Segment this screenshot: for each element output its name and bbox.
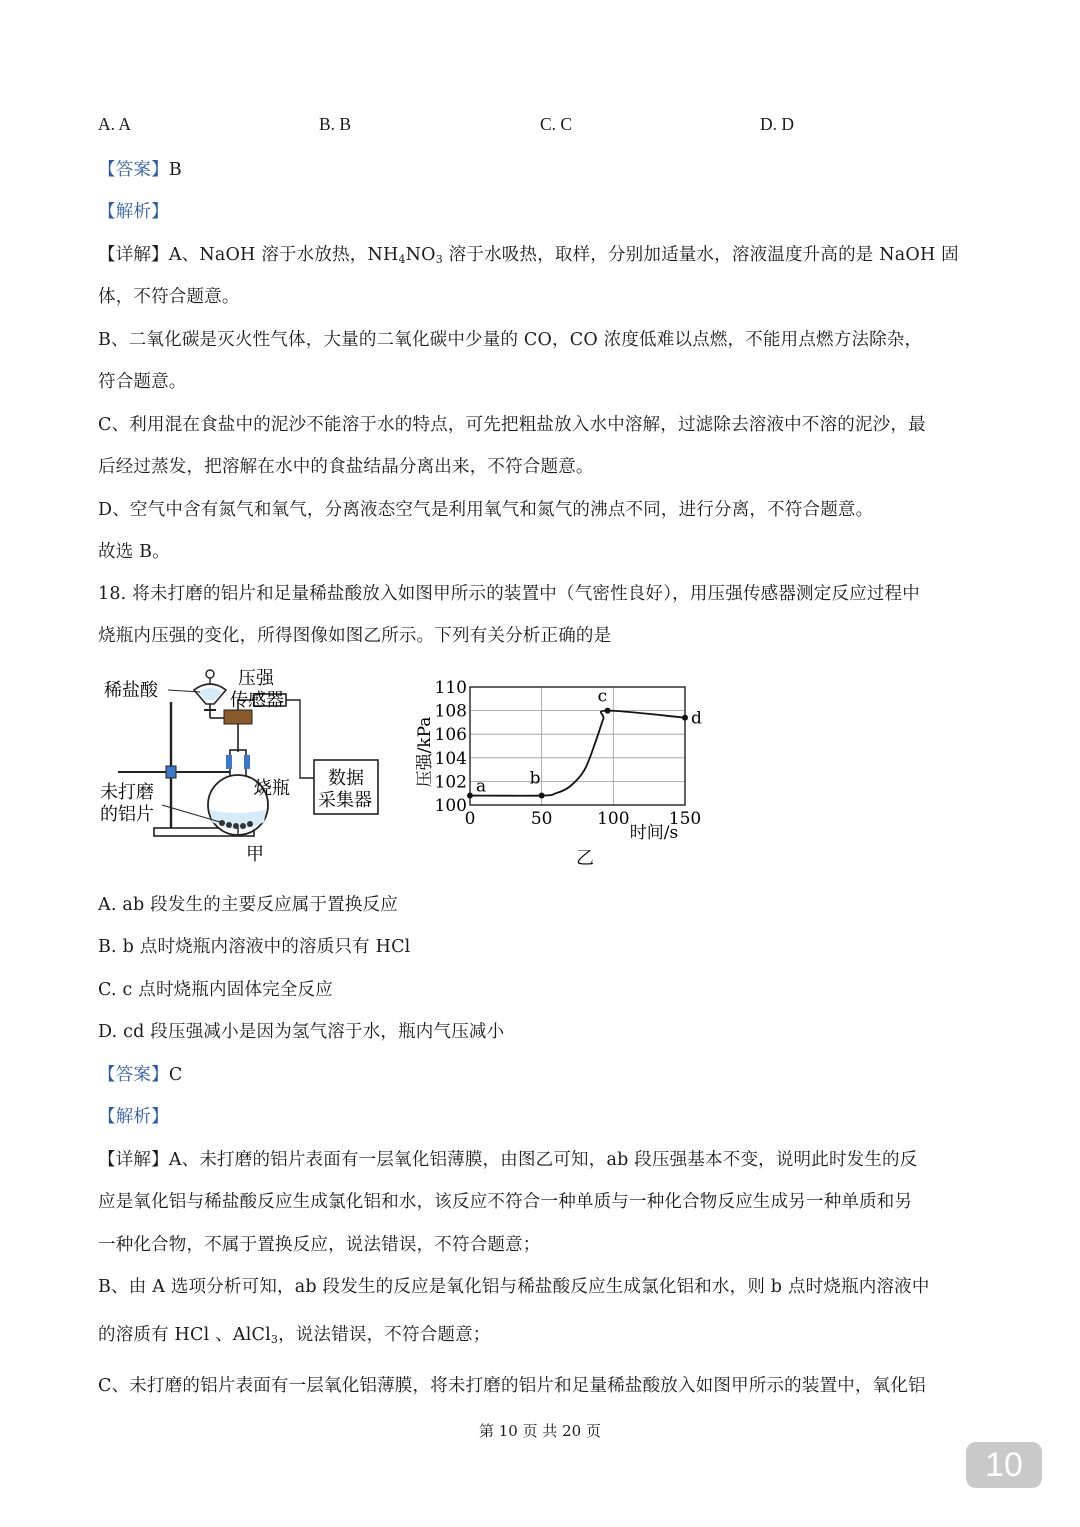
q17-detail-b-line2: 符合题意。 [98, 372, 187, 392]
q18-detail-c-line1: C、未打磨的铝片表面有一层氧化铝薄膜，将未打磨的铝片和足量稀盐酸放入如图甲所示的装置中，氧化铝 [98, 1376, 926, 1396]
q18-analysis [98, 1103, 169, 1128]
chart-y-ticks [435, 678, 467, 816]
y-tick-label: 106 [434, 725, 467, 746]
x-tick-label: 50 [530, 809, 553, 829]
point-label-b: b [529, 768, 541, 789]
point-label-c: c [597, 686, 608, 707]
page-footer: 第 10 页 共 20 页 [478, 1422, 601, 1440]
apparatus-caption: 甲 [246, 844, 264, 865]
q17-analysis [98, 198, 169, 223]
subscript: 3 [435, 253, 443, 266]
point-d [682, 715, 688, 721]
q18-option-a: A. ab 段发生的主要反应属于置换反应 [98, 895, 398, 915]
q18-stem-line1: 18. 将未打磨的铝片和足量稀盐酸放入如图甲所示的装置中（气密性良好），用压强传感器测定反应过程中 [98, 584, 920, 604]
subscript: 4 [398, 253, 406, 266]
q17-detail-c-line1: C、利用混在食盐中的泥沙不能溶于水的特点，可先把粗盐放入水中溶解，过滤除去溶液中不溶的泥沙，最 [98, 415, 926, 435]
q18-option-b: B. b 点时烧瓶内溶液中的溶质只有 HCl [98, 937, 411, 957]
clamp-holder [166, 766, 176, 778]
q17-detail-d-line1: D、空气中含有氮气和氧气，分离液态空气是利用氧气和氮气的沸点不同，进行分离，不符合题意。 [98, 500, 874, 520]
q18-detail-b-line1: B、由 A 选项分析可知，ab 段发生的反应是氧化铝与稀盐酸反应生成氯化铝和水，则 b 点时烧瓶内溶液中 [98, 1277, 930, 1297]
chart-xlabel: 时间/s [629, 823, 679, 843]
q18-detail-a-line3: 一种化合物，不属于置换反应，说法错误，不符合题意； [98, 1235, 541, 1255]
point-b [539, 793, 545, 799]
q18-option-c: C. c 点时烧瓶内固体完全反应 [98, 980, 333, 1000]
subscript: 3 [270, 1333, 279, 1346]
x-tick-label: 100 [597, 809, 630, 829]
stopper [224, 710, 252, 724]
point-label-a: a [476, 776, 487, 797]
point-c [605, 708, 611, 714]
chart-caption: 乙 [576, 848, 594, 869]
analysis-tag: 【解析】 [98, 202, 169, 222]
y-tick-label: 102 [434, 772, 467, 793]
text-run: A、NaOH 溶于水放热，NH [168, 245, 399, 265]
chart-ylabel: 压强/kPa [415, 716, 435, 788]
q18-option-d: D. cd 段压强减小是因为氢气溶于水，瓶内气压减小 [98, 1022, 505, 1042]
al-piece [219, 820, 225, 826]
x-tick-label: 0 [464, 809, 476, 829]
y-tick-label: 108 [434, 701, 467, 722]
al-label-1: 未打磨 [100, 782, 154, 803]
al-piece [226, 822, 232, 828]
q17-option-d: D. D [760, 114, 795, 134]
q17-option-b: B. B [319, 114, 352, 134]
acid-label: 稀盐酸 [104, 680, 158, 701]
answer-value: C [168, 1065, 183, 1085]
sensor-label-1: 压强 [238, 668, 274, 689]
point-label-d: d [691, 708, 702, 729]
pressure-chart [410, 668, 720, 874]
chart-grid [470, 687, 685, 805]
y-tick-label: 100 [434, 796, 467, 816]
text-run: ，说法错误，不符合题意； [278, 1325, 491, 1345]
answer-tag: 【答案】 [98, 160, 169, 180]
q17-detail-c-line2: 后经过蒸发，把溶解在水中的食盐结晶分离出来，不符合题意。 [98, 457, 594, 477]
q18-detail-b-line2 [98, 1321, 491, 1346]
q17-detail-a-line2: 体，不符合题意。 [98, 287, 240, 307]
q17-option-a: A. A [98, 114, 132, 134]
x-tick-label: 150 [668, 809, 702, 829]
al-piece [240, 823, 246, 829]
clamp-jaw [226, 755, 232, 769]
page-number-badge: 10 [966, 1442, 1042, 1488]
collector-label-1: 数据 [328, 768, 364, 789]
analysis-tag: 【解析】 [98, 1107, 169, 1127]
pressure-curve [470, 711, 685, 796]
text-run: NO [405, 245, 436, 265]
al-piece [247, 821, 253, 827]
q17-detail-a-line1 [98, 241, 959, 266]
y-tick-label: 104 [434, 748, 467, 769]
text-run: 的溶质有 HCl 、AlCl [98, 1325, 271, 1345]
q17-answer [98, 156, 182, 181]
clamp-jaw [244, 755, 250, 769]
text-run: A、未打磨的铝片表面有一层氧化铝薄膜，由图乙可知，ab 段压强基本不变，说明此时发生的反 [168, 1150, 918, 1170]
chart-frame [470, 687, 685, 805]
funnel-stopper [206, 670, 214, 678]
sensor-label-2: 传感器 [230, 690, 284, 711]
answer-value: B [168, 160, 182, 180]
al-label-2: 的铝片 [100, 804, 154, 825]
q17-option-c: C. C [540, 114, 573, 134]
point-a [467, 793, 473, 799]
q17-conclusion: 故选 B。 [98, 542, 170, 562]
apparatus-diagram [96, 660, 396, 870]
sensor-wire [286, 700, 314, 778]
collector-label-2: 采集器 [318, 790, 372, 811]
q17-detail-b-line1: B、二氧化碳是灭火性气体，大量的二氧化碳中少量的 CO，CO 浓度低难以点燃，不能用点燃方法除杂， [98, 330, 923, 350]
q18-detail-a-line1 [98, 1146, 917, 1171]
flask-label: 烧瓶 [254, 778, 290, 799]
text-run: 溶于水吸热，取样，分别加适量水，溶液温度升高的是 NaOH 固 [442, 245, 959, 265]
q18-stem-line2: 烧瓶内压强的变化，所得图像如图乙所示。下列有关分析正确的是 [98, 626, 612, 646]
detail-tag: 【详解】 [98, 1150, 169, 1170]
detail-tag: 【详解】 [98, 245, 169, 265]
answer-tag: 【答案】 [98, 1065, 169, 1085]
q18-answer [98, 1061, 182, 1086]
q18-detail-a-line2: 应是氧化铝与稀盐酸反应生成氯化铝和水，该反应不符合一种单质与一种化合物反应生成另一种单质和另 [98, 1192, 913, 1212]
y-tick-label: 110 [434, 678, 467, 698]
